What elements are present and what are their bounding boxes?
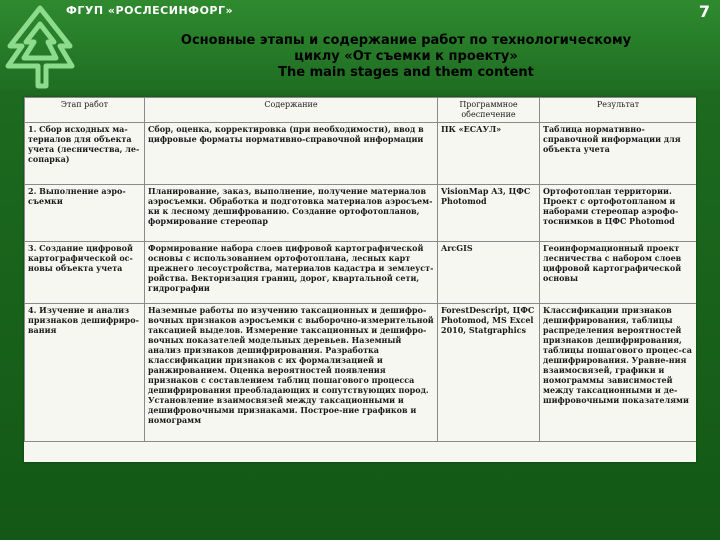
- title-line-2: циклу «От съемки к проекту»: [294, 49, 518, 64]
- slide-title: [100, 33, 712, 81]
- cell-stage: 3. Создание цифровой картографической ос-новы объекта учета: [25, 242, 145, 304]
- cell-software: ForestDescript, ЦФС Photomod, MS Excel 2010, Statgraphics: [438, 304, 540, 442]
- header-result: Результат: [540, 98, 697, 123]
- table-row: [25, 185, 697, 242]
- cell-content: Планирование, заказ, выполнение, получение материалов аэросъемки. Обработка и подготовка материалов аэросъем-ки к лесному дешифрованию. Создание ортофотопланов, формирование стереопар: [145, 185, 438, 242]
- slide-number: 7: [698, 2, 710, 21]
- title-line-3: The main stages and them content: [278, 65, 534, 80]
- table-header-row: [25, 98, 697, 123]
- table-row: [25, 123, 697, 185]
- cell-software: VisionMap A3, ЦФС Photomod: [438, 185, 540, 242]
- header-content: Содержание: [145, 98, 438, 123]
- stages-table: [24, 97, 696, 442]
- header-software: Программное обеспечение: [438, 98, 540, 123]
- cell-result: Классификации признаков дешифрирования, таблицы распределения вероятностей признаков дешифрирования, таблицы пошагового процес-са дешифрирования. Уравне-ния взаимосвязей, графики и номограммы зависимостей между таксационными и де-шифровочными показателями: [540, 304, 697, 442]
- cell-content: Формирование набора слоев цифровой картографической основы с использованием ортофотоплана, лесных карт прежнего лесоустройства, материалов кадастра и землеуст-ройства. Векторизация границ, дорог, квартальной сети, гидрографии: [145, 242, 438, 304]
- cell-content: Сбор, оценка, корректировка (при необходимости), ввод в цифровые форматы нормативно-справочной информации: [145, 123, 438, 185]
- title-line-1: Основные этапы и содержание работ по технологическому: [180, 33, 632, 48]
- table-row: [25, 242, 697, 304]
- document-image: [24, 97, 696, 462]
- cell-result: Ортофотоплан территории. Проект с ортофотопланом и наборами стереопар аэрофо-тоснимков в ЦФС Photomod: [540, 185, 697, 242]
- cell-result: Таблица нормативно-справочной информации для объекта учета: [540, 123, 697, 185]
- organization-name: ФГУП «РОСЛЕСИНФОРГ»: [66, 4, 234, 17]
- header-stage: Этап работ: [25, 98, 145, 123]
- cell-software: ПК «ЕСАУЛ»: [438, 123, 540, 185]
- cell-stage: 2. Выполнение аэро-съемки: [25, 185, 145, 242]
- table-row: [25, 304, 697, 442]
- cell-content: Наземные работы по изучению таксационных и дешифро-вочных признаков аэросъемки с выборочно-измерительной таксацией выделов. Измерение таксационных и дешифро-вочных показателей модельных деревьев. Наземный анализ признаков дешифрирования. Разработка классификации признаков с их формализацией и ранжированием. Оценка вероятностей появления признаков с составлением таблиц пошагового процесса дешифрирования преобладающих и сопутствующих пород. Установление взаимосвязей между таксационными и дешифровочными признаками. Построе-ние графиков и номограмм: [145, 304, 438, 442]
- cell-stage: 1. Сбор исходных ма-териалов для объекта учета (лесничества, ле-сопарка): [25, 123, 145, 185]
- cell-software: ArcGIS: [438, 242, 540, 304]
- cell-result: Геоинформационный проект лесничества с набором слоев цифровой картографической основы: [540, 242, 697, 304]
- cell-stage: 4. Изучение и анализ признаков дешифриро-вания: [25, 304, 145, 442]
